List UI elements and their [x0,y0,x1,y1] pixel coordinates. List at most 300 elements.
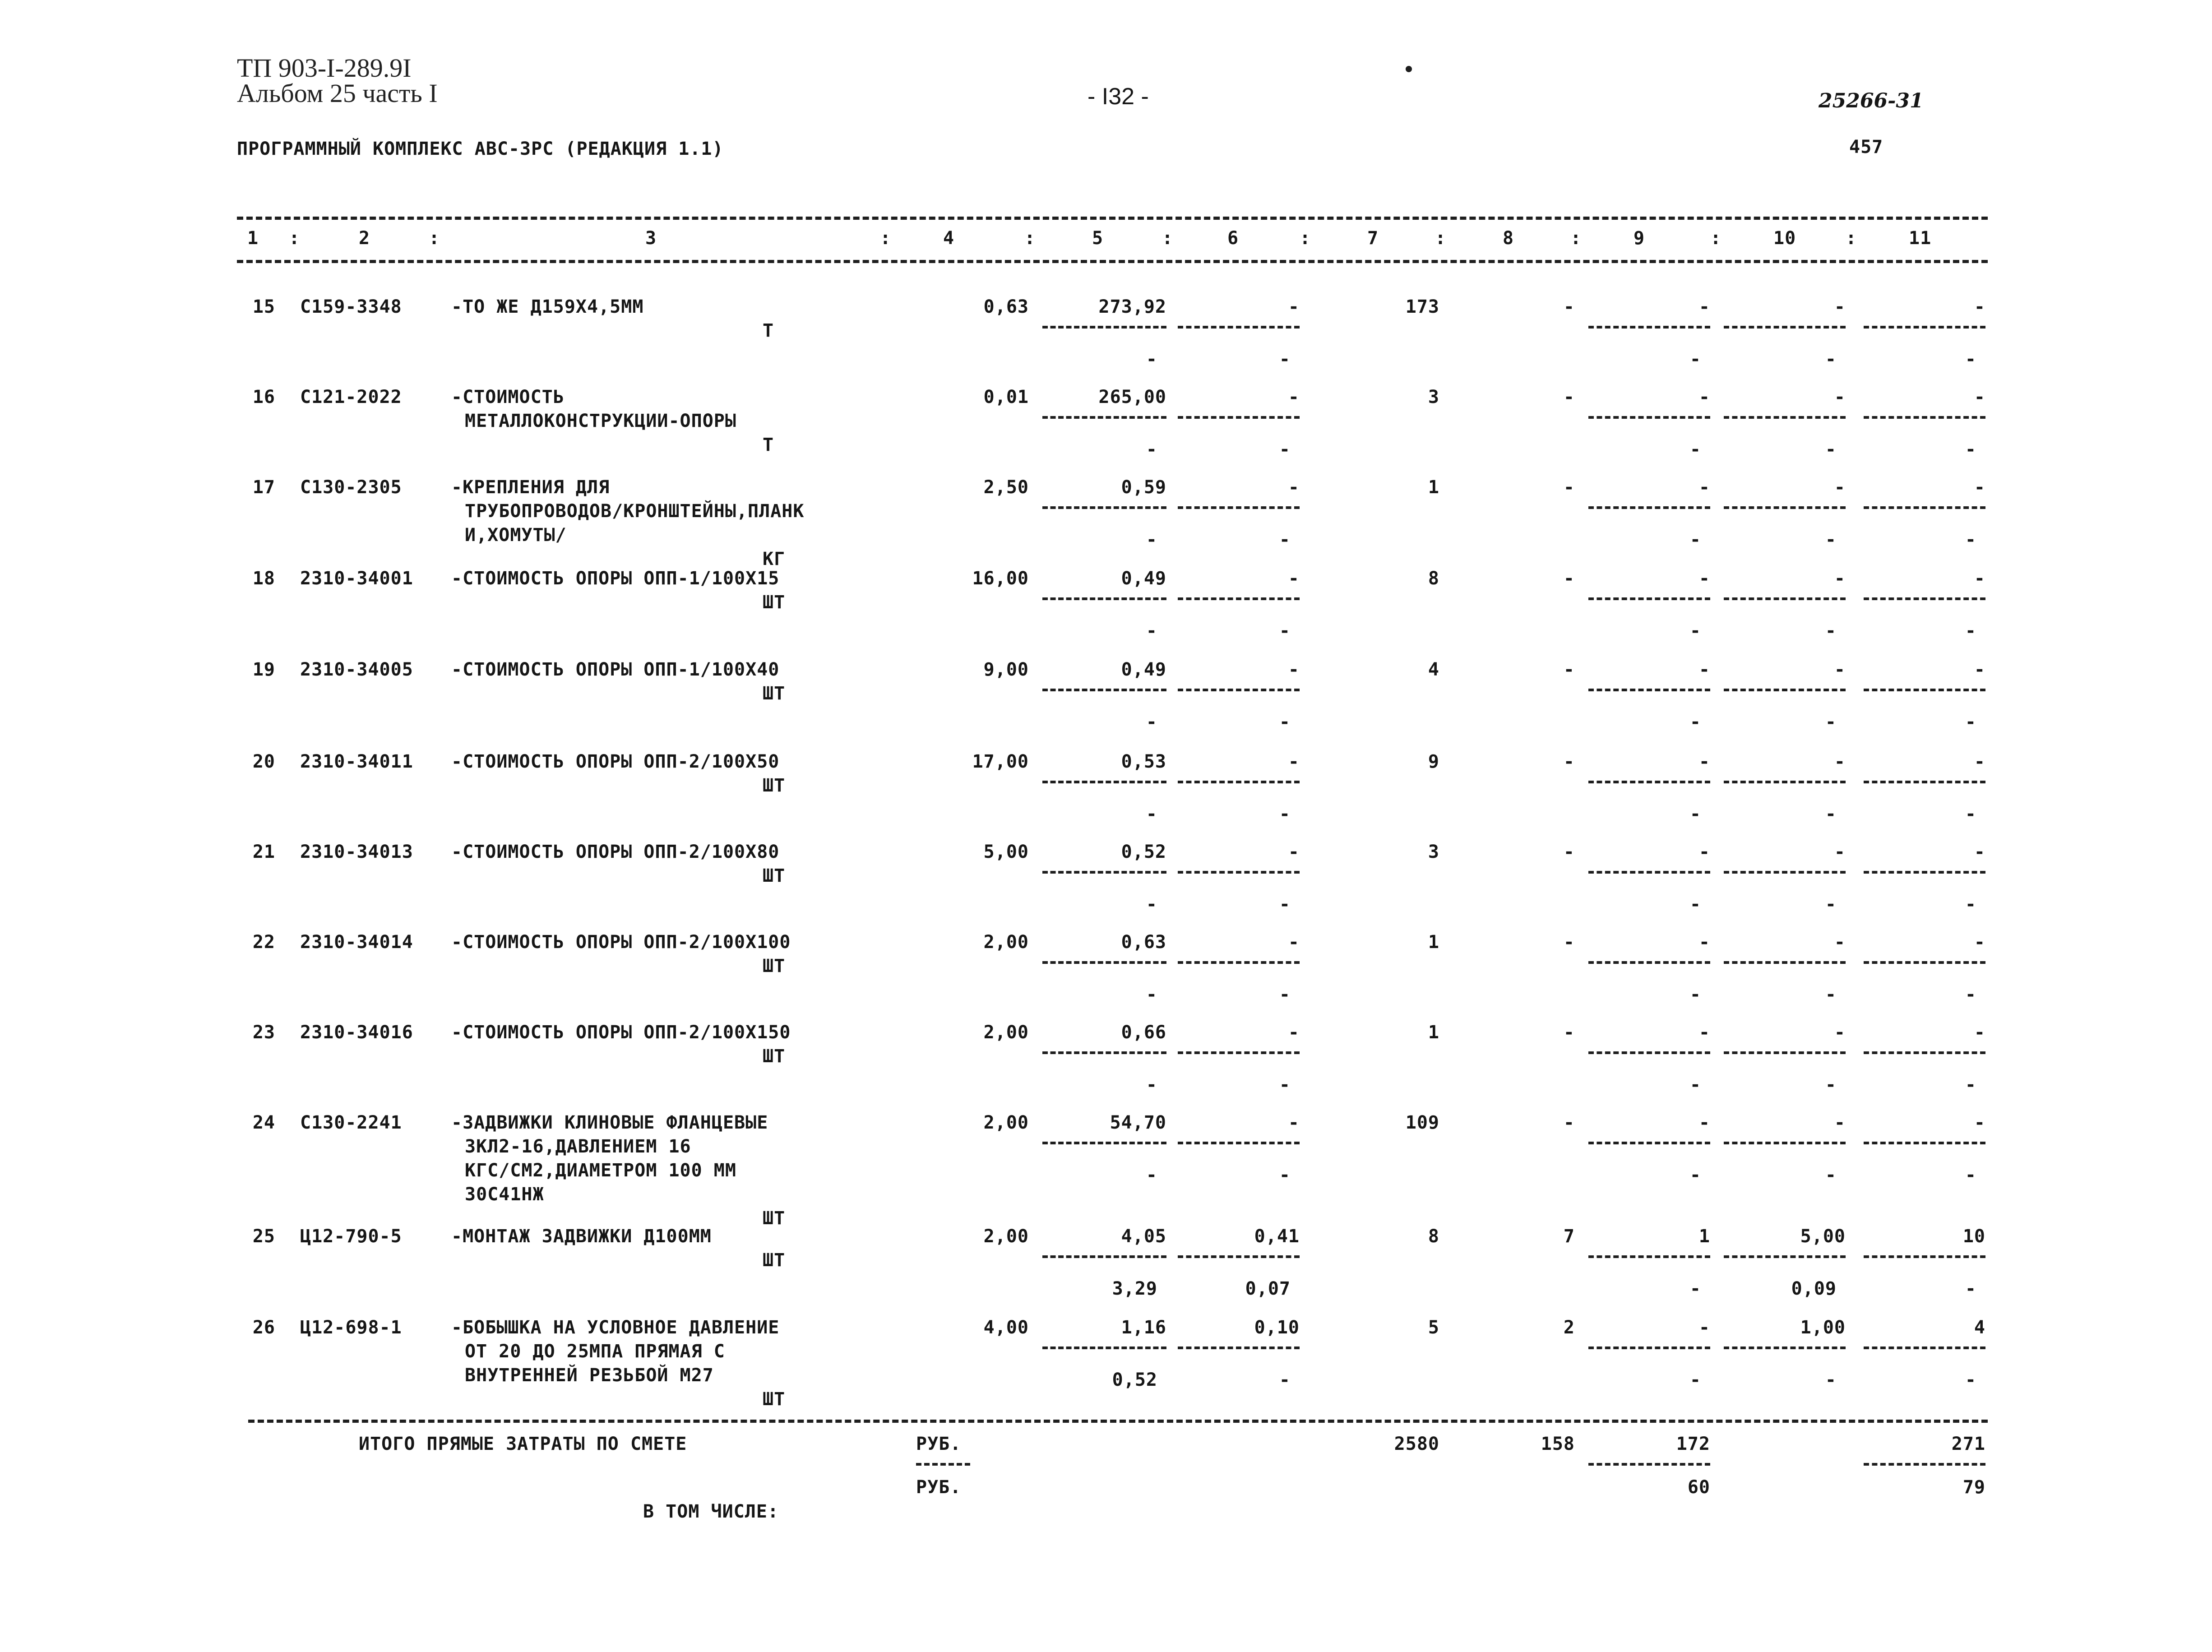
column-header-3: 2 [359,228,370,249]
column-header-14: : [1435,228,1447,249]
row-number: 23 [252,1022,275,1043]
row-col6-sub: - [1279,984,1291,1005]
row-col9-divider [1588,1051,1710,1054]
row-col11-sub: - [1965,804,1976,824]
row-col11-sub: - [1965,1074,1976,1095]
row-col5: 0,63 [1121,932,1166,953]
row-col7: 9 [1428,751,1439,772]
row-code: 2310-34001 [300,568,413,589]
row-col9-divider [1588,871,1710,874]
row-col9-divider [1588,597,1710,600]
row-col10-divider [1724,1347,1846,1349]
row-col10: - [1834,659,1846,680]
row-col11: 10 [1962,1226,1985,1247]
row-description-line: -ТО ЖЕ Д159Х4,5ММ [451,296,644,317]
row-col6-divider [1178,961,1300,964]
row-col11-divider [1864,506,1985,509]
row-col9-sub: - [1689,1278,1701,1299]
row-col11-sub: - [1965,1370,1976,1390]
row-col5: 265,00 [1098,387,1166,407]
column-header-7: 4 [943,228,955,249]
row-col11-divider [1864,1051,1985,1054]
row-quantity: 2,50 [983,477,1029,498]
row-col11-sub: - [1965,1165,1976,1185]
row-description-line: -СТОИМОСТЬ ОПОРЫ ОПП-2/100Х100 [451,932,791,953]
row-col11-divider [1864,781,1985,783]
row-col6-sub: - [1279,1165,1291,1185]
row-col9-divider [1588,1255,1710,1258]
row-col9: - [1698,568,1710,589]
row-col5: 54,70 [1110,1112,1166,1133]
row-col10-divider [1724,689,1846,691]
row-col6-sub: - [1279,529,1291,550]
totals-col9: 172 [1676,1434,1710,1454]
table-top-rule [237,217,1988,220]
row-description-line: -СТОИМОСТЬ ОПОРЫ ОПП-2/100Х150 [451,1022,791,1043]
row-col5: 4,05 [1121,1226,1166,1247]
column-header-5: 3 [645,228,657,249]
ink-dot [1406,66,1412,72]
row-code: С130-2305 [300,477,402,498]
row-col10-divider [1724,416,1846,419]
row-col6-divider [1178,689,1300,691]
page-number: - I32 - [1087,83,1149,110]
column-header-21: 11 [1909,228,1932,249]
row-col6: - [1288,296,1300,317]
program-title: ПРОГРАММНЫЙ КОМПЛЕКС АВС-3РС (РЕДАКЦИЯ 1.1) [237,139,724,159]
row-col7: 1 [1428,477,1439,498]
row-description-line: -КРЕПЛЕНИЯ ДЛЯ [451,477,610,498]
row-col11: - [1974,659,1985,680]
row-description-line: И,ХОМУТЫ/ [465,525,567,546]
row-number: 26 [252,1317,275,1338]
row-col8: - [1563,842,1575,862]
row-col9-sub: - [1689,984,1701,1005]
row-number: 22 [252,932,275,953]
row-quantity: 2,00 [983,932,1029,953]
column-header-9: 5 [1092,228,1104,249]
row-unit: ШТ [763,865,786,886]
totals-col9-divider [1588,1463,1710,1466]
row-col10: - [1834,1022,1846,1043]
row-col10: - [1834,751,1846,772]
row-col5-divider [1042,1255,1166,1258]
row-col9: - [1698,751,1710,772]
row-col6-divider [1178,871,1300,874]
row-number: 25 [252,1226,275,1247]
row-col11-sub: - [1965,894,1976,915]
row-col10: - [1834,842,1846,862]
row-quantity: 17,00 [972,751,1029,772]
row-col7: 173 [1405,296,1439,317]
totals-currency-divider [916,1463,970,1466]
row-col11-divider [1864,961,1985,964]
row-col5-sub: - [1146,529,1157,550]
column-header-16: : [1570,228,1582,249]
row-col5-sub: - [1146,1074,1157,1095]
row-col10: - [1834,387,1846,407]
row-col6-sub: - [1279,620,1291,641]
row-col9: - [1698,659,1710,680]
row-description-line: -БОБЫШКА НА УСЛОВНОЕ ДАВЛЕНИЕ [451,1317,780,1338]
row-col9-divider [1588,781,1710,783]
row-col11-divider [1864,871,1985,874]
row-col11-divider [1864,326,1985,329]
row-col11-sub: - [1965,984,1976,1005]
row-description-line: КГС/СМ2,ДИАМЕТРОМ 100 ММ [465,1160,736,1181]
row-col11-divider [1864,597,1985,600]
row-col5-divider [1042,871,1166,874]
row-col8: - [1563,296,1575,317]
row-quantity: 2,00 [983,1112,1029,1133]
row-col9-sub: - [1689,1370,1701,1390]
row-col7: 8 [1428,568,1439,589]
row-col6-divider [1178,506,1300,509]
row-col5: 273,92 [1098,296,1166,317]
row-col6-sub: - [1279,439,1291,460]
row-quantity: 2,00 [983,1226,1029,1247]
totals-label: ИТОГО ПРЯМЫЕ ЗАТРАТЫ ПО СМЕТЕ [359,1434,687,1454]
row-col5: 0,49 [1121,659,1166,680]
row-col6-sub: - [1279,712,1291,732]
row-col7: 4 [1428,659,1439,680]
row-col10-sub: - [1825,349,1837,370]
row-code: 2310-34013 [300,842,413,862]
row-col7: 5 [1428,1317,1439,1338]
row-quantity: 0,01 [983,387,1029,407]
row-quantity: 16,00 [972,568,1029,589]
row-col5: 1,16 [1121,1317,1166,1338]
row-col6-divider [1178,1142,1300,1144]
sheet-number: 457 [1849,137,1883,157]
row-col10-sub: - [1825,1370,1837,1390]
row-col6-sub: - [1279,1370,1291,1390]
column-header-19: 10 [1773,228,1796,249]
row-col6-sub: - [1279,349,1291,370]
row-col5-divider [1042,689,1166,691]
row-col6-divider [1178,597,1300,600]
column-header-13: 7 [1367,228,1379,249]
table-header-rule [237,260,1988,263]
row-col6-divider [1178,1255,1300,1258]
row-col6: - [1288,568,1300,589]
row-col11-divider [1864,689,1985,691]
totals-col9-sub: 60 [1687,1477,1710,1498]
row-unit: ШТ [763,1046,786,1067]
row-unit: Т [763,435,774,455]
row-col10-sub: - [1825,620,1837,641]
row-col9-divider [1588,326,1710,329]
row-col5-divider [1042,1347,1166,1349]
row-col6-divider [1178,1051,1300,1054]
row-description-line: МЕТАЛЛОКОНСТРУКЦИИ-ОПОРЫ [465,411,736,431]
row-quantity: 5,00 [983,842,1029,862]
row-description-line: ОТ 20 ДО 25МПА ПРЯМАЯ С [465,1341,725,1362]
row-col11: - [1974,387,1985,407]
row-col5-divider [1042,961,1166,964]
row-quantity: 9,00 [983,659,1029,680]
row-unit: ШТ [763,775,786,796]
row-col8: - [1563,1022,1575,1043]
row-description-line: -СТОИМОСТЬ ОПОРЫ ОПП-2/100Х50 [451,751,780,772]
row-code: С130-2241 [300,1112,402,1133]
row-col8: 2 [1563,1317,1575,1338]
row-col7: 3 [1428,387,1439,407]
row-col9: - [1698,477,1710,498]
row-col8: - [1563,659,1575,680]
row-col10-divider [1724,506,1846,509]
row-description-line: 30С41НЖ [465,1184,544,1205]
row-col9-divider [1588,1142,1710,1144]
row-col8: 7 [1563,1226,1575,1247]
row-col5-divider [1042,597,1166,600]
row-col11-divider [1864,1142,1985,1144]
row-col8: - [1563,932,1575,953]
row-col11-divider [1864,1347,1985,1349]
column-header-15: 8 [1503,228,1514,249]
row-number: 19 [252,659,275,680]
row-col10: 5,00 [1800,1226,1846,1247]
row-col5: 0,53 [1121,751,1166,772]
row-col6: - [1288,659,1300,680]
row-col11: - [1974,296,1985,317]
row-code: Ц12-790-5 [300,1226,402,1247]
row-col11: - [1974,568,1985,589]
row-col10: - [1834,568,1846,589]
row-col9-divider [1588,689,1710,691]
column-header-1: 1 [247,228,259,249]
row-code: 2310-34005 [300,659,413,680]
row-code: С159-3348 [300,296,402,317]
row-col11-sub: - [1965,349,1976,370]
row-col9: - [1698,1112,1710,1133]
table-bottom-rule [248,1420,1988,1423]
row-col5: 0,52 [1121,842,1166,862]
including-label: В ТОМ ЧИСЛЕ: [643,1501,779,1522]
row-description-line: ЗКЛ2-16,ДАВЛЕНИЕМ 16 [465,1136,691,1157]
row-col11: - [1974,751,1985,772]
row-quantity: 2,00 [983,1022,1029,1043]
row-col10-divider [1724,1142,1846,1144]
row-col6-sub: - [1279,804,1291,824]
row-col7: 109 [1405,1112,1439,1133]
row-col10-divider [1724,961,1846,964]
row-col7: 1 [1428,1022,1439,1043]
row-number: 17 [252,477,275,498]
row-col11-sub: - [1965,620,1976,641]
row-col5-divider [1042,326,1166,329]
row-col11: - [1974,1022,1985,1043]
row-col10: - [1834,932,1846,953]
row-col5: 0,49 [1121,568,1166,589]
row-col6-divider [1178,1347,1300,1349]
row-col11-divider [1864,416,1985,419]
row-col5-sub: 3,29 [1112,1278,1157,1299]
row-col10: - [1834,477,1846,498]
row-col6: - [1288,1022,1300,1043]
column-header-2: : [289,228,301,249]
row-col9: - [1698,1317,1710,1338]
row-col6-sub: 0,07 [1245,1278,1291,1299]
row-col10-divider [1724,781,1846,783]
row-col11: - [1974,1112,1985,1133]
row-col10-sub: - [1825,712,1837,732]
row-col5-sub: - [1146,349,1157,370]
row-description-line: -СТОИМОСТЬ [451,387,565,407]
row-col6: - [1288,842,1300,862]
row-col6-divider [1178,416,1300,419]
row-col9-divider [1588,961,1710,964]
row-col10-sub: - [1825,529,1837,550]
row-col9-sub: - [1689,1074,1701,1095]
row-description-line: -ЗАДВИЖКИ КЛИНОВЫЕ ФЛАНЦЕВЫЕ [451,1112,768,1133]
column-header-4: : [429,228,440,249]
row-col10: - [1834,1112,1846,1133]
row-col11-sub: - [1965,712,1976,732]
column-header-11: 6 [1227,228,1239,249]
column-header-8: : [1024,228,1036,249]
row-description-line: -СТОИМОСТЬ ОПОРЫ ОПП-1/100Х40 [451,659,780,680]
row-col5-sub: 0,52 [1112,1370,1157,1390]
row-col10-divider [1724,871,1846,874]
row-description-line: -СТОИМОСТЬ ОПОРЫ ОПП-1/100Х15 [451,568,780,589]
row-col10-sub: - [1825,804,1837,824]
row-col11: - [1974,932,1985,953]
row-unit: ШТ [763,592,786,613]
row-col7: 3 [1428,842,1439,862]
row-col10-sub: - [1825,1074,1837,1095]
row-col5-sub: - [1146,620,1157,641]
row-col8: - [1563,387,1575,407]
row-code: Ц12-698-1 [300,1317,402,1338]
row-col11: 4 [1974,1317,1985,1338]
row-col8: - [1563,568,1575,589]
row-col11-sub: - [1965,1278,1976,1299]
row-col9-sub: - [1689,1165,1701,1185]
album-label: Альбом 25 часть I [237,79,438,108]
handwritten-code: 25266-31 [1819,89,1924,112]
row-description-line: -СТОИМОСТЬ ОПОРЫ ОПП-2/100Х80 [451,842,780,862]
row-code: 2310-34011 [300,751,413,772]
row-number: 15 [252,296,275,317]
row-unit: ШТ [763,1389,786,1410]
column-header-10: : [1162,228,1174,249]
row-unit: ШТ [763,1250,786,1271]
row-col5-divider [1042,781,1166,783]
row-col9-divider [1588,1347,1710,1349]
row-col11: - [1974,842,1985,862]
row-col9: 1 [1698,1226,1710,1247]
column-header-18: : [1710,228,1722,249]
row-col5-sub: - [1146,984,1157,1005]
row-col5-sub: - [1146,712,1157,732]
row-col5-sub: - [1146,894,1157,915]
row-col9-sub: - [1689,439,1701,460]
totals-col7: 2580 [1394,1434,1439,1454]
row-unit: ШТ [763,1208,786,1229]
row-col10-sub: - [1825,984,1837,1005]
row-col7: 8 [1428,1226,1439,1247]
totals-col8: 158 [1541,1434,1575,1454]
row-col6-sub: - [1279,894,1291,915]
row-col9: - [1698,296,1710,317]
row-unit: Т [763,320,774,341]
row-col6: - [1288,477,1300,498]
row-col10-sub: 0,09 [1791,1278,1837,1299]
column-header-6: : [880,228,892,249]
row-col7: 1 [1428,932,1439,953]
row-unit: ШТ [763,956,786,976]
column-header-20: : [1846,228,1857,249]
row-col5-divider [1042,1051,1166,1054]
row-col6: 0,41 [1254,1226,1300,1247]
row-col6-divider [1178,781,1300,783]
row-col10: 1,00 [1800,1317,1846,1338]
row-number: 20 [252,751,275,772]
row-description-line: ВНУТРЕННЕЙ РЕЗЬБОЙ М27 [465,1365,714,1386]
column-header-12: : [1300,228,1311,249]
row-col11: - [1974,477,1985,498]
row-col6: - [1288,387,1300,407]
totals-col11: 271 [1951,1434,1985,1454]
row-code: 2310-34016 [300,1022,413,1043]
row-col8: - [1563,751,1575,772]
row-col9-sub: - [1689,712,1701,732]
row-col11-sub: - [1965,529,1976,550]
row-col9-sub: - [1689,529,1701,550]
row-col5-sub: - [1146,804,1157,824]
row-quantity: 0,63 [983,296,1029,317]
row-col9: - [1698,932,1710,953]
row-code: С121-2022 [300,387,402,407]
row-description-line: -МОНТАЖ ЗАДВИЖКИ Д100ММ [451,1226,712,1247]
row-col5: 0,66 [1121,1022,1166,1043]
row-unit: КГ [763,549,786,569]
column-header-17: 9 [1634,228,1645,249]
row-col10: - [1834,296,1846,317]
row-description-line: ТРУБОПРОВОДОВ/КРОНШТЕЙНЫ,ПЛАНК [465,501,805,522]
totals-col11-sub: 79 [1962,1477,1985,1498]
document-code: ТП 903-I-289.9I [237,53,412,83]
row-col5-divider [1042,416,1166,419]
row-col9-divider [1588,506,1710,509]
row-col5-divider [1042,506,1166,509]
row-code: 2310-34014 [300,932,413,953]
row-col10-sub: - [1825,439,1837,460]
row-col9-sub: - [1689,349,1701,370]
row-col5: 0,59 [1121,477,1166,498]
row-col5-sub: - [1146,1165,1157,1185]
row-col5-sub: - [1146,439,1157,460]
row-col6: - [1288,932,1300,953]
row-col10-divider [1724,326,1846,329]
row-col6: - [1288,1112,1300,1133]
row-col9-sub: - [1689,804,1701,824]
row-col9-sub: - [1689,620,1701,641]
row-col10-sub: - [1825,1165,1837,1185]
row-col6-sub: - [1279,1074,1291,1095]
row-col9-divider [1588,416,1710,419]
row-col8: - [1563,1112,1575,1133]
row-col11-divider [1864,1255,1985,1258]
row-col9: - [1698,842,1710,862]
row-col6-divider [1178,326,1300,329]
row-quantity: 4,00 [983,1317,1029,1338]
row-number: 24 [252,1112,275,1133]
row-number: 21 [252,842,275,862]
totals-currency: РУБ. [916,1434,962,1454]
row-col10-divider [1724,1255,1846,1258]
